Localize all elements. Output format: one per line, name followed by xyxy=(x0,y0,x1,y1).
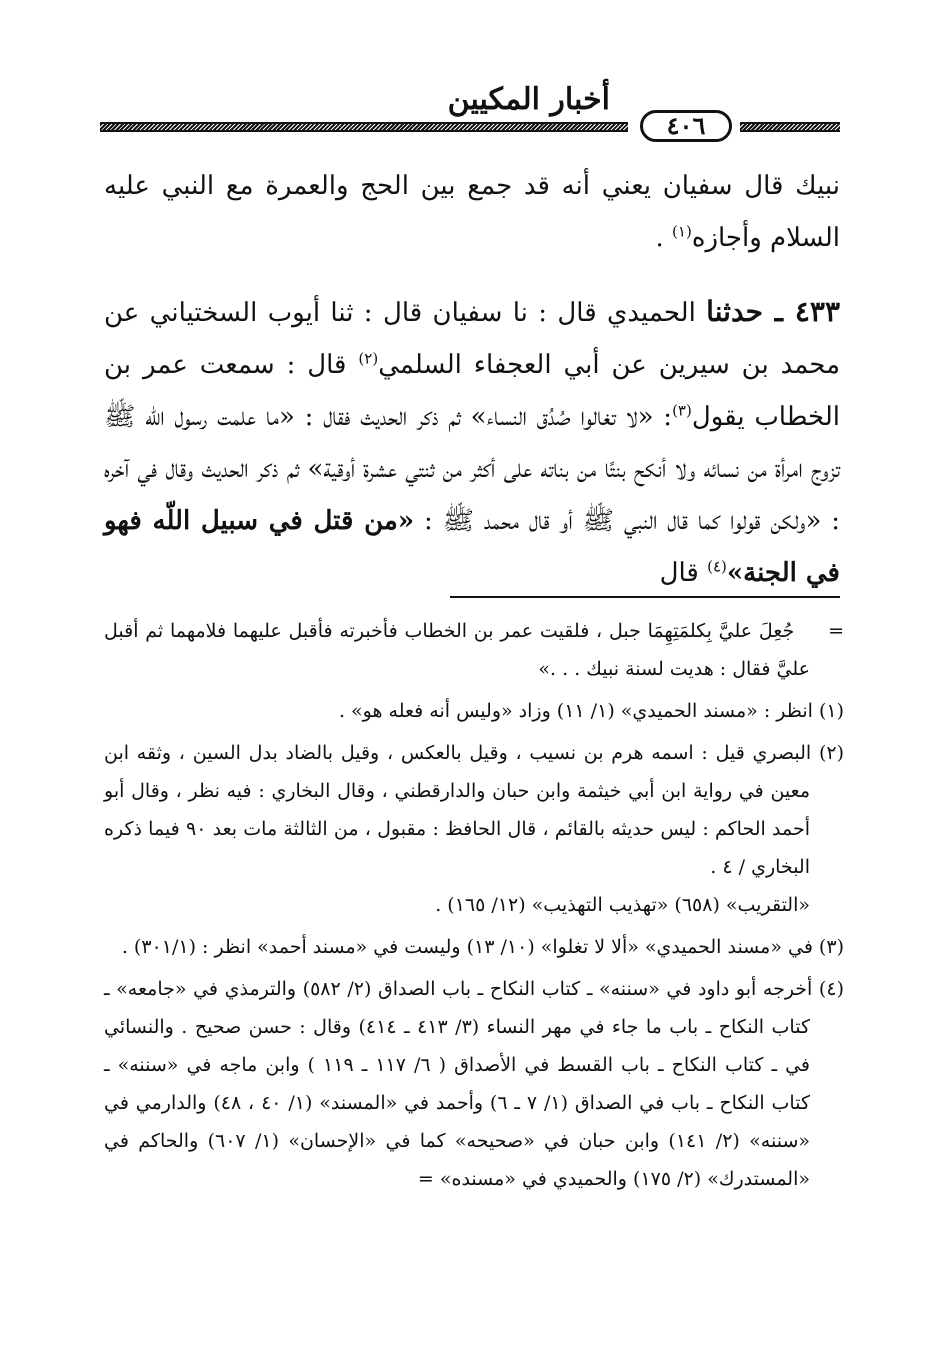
footnote-mark-2: (٢) xyxy=(358,349,379,368)
footnote-3: (٣) في «مسند الحميدي» «ألا لا تغلوا» (١٠/ ١٣) وليست في «مسند أحمد» انظر : (٣٠١/١) . xyxy=(121,936,844,958)
footnote-mark-3: (٣) xyxy=(672,401,692,420)
header-rule-left xyxy=(100,122,628,132)
footnote-2 xyxy=(104,734,844,924)
footnote-continuation xyxy=(104,612,844,688)
hadith-text-end: قال xyxy=(659,558,708,588)
footnote-2-text: (٢) البصري قيل : اسمه هرم بن نسيب ، وقيل بالعكس ، وقيل بالضاد بدل السين ، وثقه ابن معين في رواية ابن أبي خيثمة وابن حبان والدارقطني ، وقال البخاري : فيه نظر ، وقال أبو أحمد الحاكم : ليس حديثه بالقائم ، قال الحافظ : مقبول ، من الثالثة مات بعد ٩٠ فيما ذكره البخاري / ٤ . xyxy=(104,742,844,878)
hadith-text-b: قال : سمعت عمر بن الخطاب يقول xyxy=(104,350,840,432)
footnote-mark-4: (٤) xyxy=(707,557,727,576)
page-number: ٤٠٦ xyxy=(666,111,706,140)
page-number-frame xyxy=(640,110,732,142)
footnotes xyxy=(104,612,844,1202)
hadith-quote: «من قتل في سبيل اللّه فهو في الجنة» xyxy=(104,506,840,588)
header-rule-right xyxy=(740,122,840,132)
running-title: أخبار المكيين xyxy=(447,82,610,117)
footnote-separator xyxy=(450,596,840,598)
footnote-4: (٤) أخرجه أبو داود في «سننه» ـ كتاب النكاح ـ باب الصداق (٢/ ٥٨٢) والترمذي في «جامعه» ـ كتاب النكاح ـ باب ما جاء في مهر النساء (٣/ ٤١٣ ـ ٤١٤) وقال : حسن صحيح . والنسائي في ـ كتاب النكاح ـ باب القسط في الأصداق ( ٦/ ١١٧ ـ ١١٩ ) وابن ماجه في «سننه» ـ كتاب النكاح ـ باب في الصداق (١/ ٧ ـ ٦) وأحمد في «المسند» (١/ ٤٠ ، ٤٨) والدارمي في «سننه» (٢/ ١٤١) وابن حبان في «صحيحه» كما في «الإحسان» (١/ ٦٠٧) والحاكم في «المستدرك» (٢/ ١٧٥) والحميدي في «مسنده» = xyxy=(104,978,844,1190)
paragraph-433 xyxy=(104,286,840,599)
hadith-text-c: : «لا تغالوا صُدُق النساء» ثم ذكر الحديث فقال : «ما علمت رسول اللّه ﷺ تزوج امرأة من نسائه ولا أنكح بنتًا من بناته على أكثر من ثنتي عشرة أوقية» ثم ذكر الحديث وقال في آخره : «ولكن قولوا كما قال النبي ﷺ أو قال محمد ﷺ : xyxy=(104,402,841,536)
paragraph-1-end: . xyxy=(655,223,664,253)
hadith-text-a: الحميدي قال : نا سفيان قال : ثنا أيوب السختياني عن محمد بن سيرين عن أبي العجفاء السلمي xyxy=(104,298,840,380)
main-text xyxy=(104,160,840,599)
paragraph-1-text: نبيك قال سفيان يعني أنه قد جمع بين الحج والعمرة مع النبي عليه السلام وأجازه xyxy=(104,171,840,253)
paragraph-1 xyxy=(104,160,840,264)
hadith-number: ٤٣٣ ـ حدثنا xyxy=(706,295,840,328)
header-ornament xyxy=(100,111,840,140)
continuation-marker: = xyxy=(828,620,844,642)
footnote-mark-1: (١) xyxy=(672,222,692,241)
footnote-2-reference: «التقريب» (٦٥٨) «تهذيب التهذيب» (١٢/ ١٦٥) . xyxy=(435,894,810,916)
footnote-1: (١) انظر : «مسند الحميدي» (١/ ١١) وزاد «وليس أنه فعله هو» . xyxy=(338,700,844,722)
continuation-text: جُعِلَ عليَّ بِكلمَتِهِمَا جبل ، فلقيت عمر بن الخطاب فأخبرته فأقبل عليهما فلامهما ثم أقبل عليَّ فقال : هديت لسنة نبيك . . .» xyxy=(104,620,810,680)
